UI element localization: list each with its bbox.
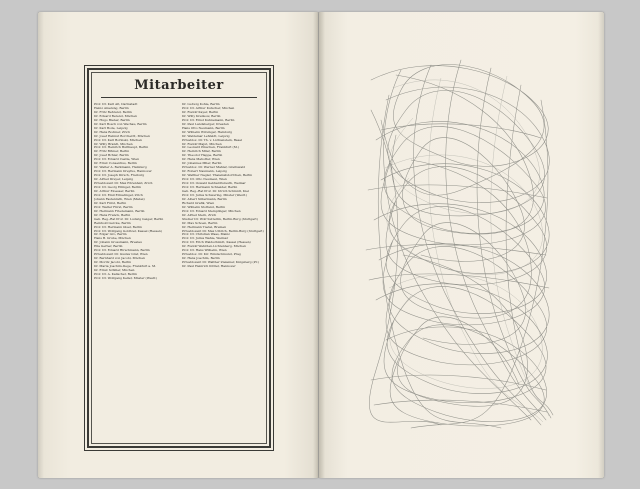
- list-item: Privatdoz. Dr. Werner Mahler, Greifswald: [182, 166, 246, 170]
- list-item: Prof. Dr. Hans Wilhelm, Wien: [182, 249, 227, 253]
- list-item: Dr. Moritz Jacobi, Berlin: [94, 261, 132, 265]
- list-item: Prof. Dr. Karl Borinski, Mnchen: [94, 138, 142, 142]
- list-item: Prof. Dr. Erich Waldschmidt, Kassel (Hessen): [182, 241, 251, 245]
- list-item: Dr. Johannes Mller, Berlin: [182, 162, 222, 166]
- list-item: Dr. Hugo Bieber, Berlin: [94, 118, 130, 122]
- list-item: Dr. Ludwig Kohle, Berlin: [182, 103, 220, 106]
- list-item: Prof. Dr. Ernst Kuhnemann, Berlin: [182, 118, 235, 122]
- list-item: Prof. Dr. Julius Schwering, Mnster (Westf.): [182, 193, 247, 197]
- list-item: Dr. Willy Brandl, Mnchen: [94, 142, 133, 146]
- list-item: Prof. Walter Fiirst, Berlin: [94, 205, 133, 209]
- list-item: Dr. Waldemar Lehfeldt, Leipzig: [182, 134, 230, 138]
- page-title: Mitarbeiter: [134, 78, 224, 93]
- contributors-columns: [94, 103, 264, 433]
- list-item: Ella Gerber, Berlin: [94, 245, 123, 249]
- pencil-scribble: [341, 40, 581, 440]
- list-item: Prof. Dr. Georg Ellinger, Berlin: [94, 186, 141, 190]
- contributors-column-1: [94, 103, 176, 433]
- list-item: Privatdozent Dr. Walther Zielemer, Knigsberg (Pr.): [182, 261, 259, 265]
- list-item: Dr. Wilhelm Wirsinger, Hamburg: [182, 130, 233, 134]
- list-item: Dr. Hans Franck, Berlin: [94, 213, 131, 217]
- left-page: [38, 12, 318, 478]
- list-item: Prof. Dr. Christian Waas, Mainz: [182, 233, 230, 237]
- list-item: Prof. Dr. Hermann Schneider, Berlin: [182, 186, 238, 190]
- list-item: Prof. Dr. Wolfgang Goldtzer, Kassel (Hessen): [94, 229, 163, 233]
- list-item: Dr. Heinrich Mller, Berlin: [182, 150, 221, 154]
- list-item: Privatdozent Dr. Max Ehrenfeld, Zrich: [94, 182, 153, 186]
- right-page: [319, 12, 604, 478]
- list-item: Dr. Hans Mehoffer, Wien: [182, 158, 220, 162]
- list-item: Prof. Dr. Otto Neumeul, Wien: [182, 178, 227, 182]
- list-item: Dr. Albert Silbermann, Berlin: [182, 197, 227, 201]
- list-item: Dr. Fritz Behrend, Berlin: [94, 110, 132, 114]
- list-item: Dr. Robert Naumann, Leipzig: [182, 170, 227, 174]
- list-item: Dr. Hermann Tiedel, Bremen: [182, 225, 227, 229]
- list-item: Dr. Rudolf Wehrden-Lichtenberg, Mnchen: [182, 245, 246, 249]
- list-item: Dr. Willy Krenkow, Berlin: [182, 114, 221, 118]
- list-item: Prof. Dr. Karl Alt, Darmstadt: [94, 103, 138, 106]
- list-item: Dr. Josef Helmut Borcherdt, Mnchen: [94, 134, 150, 138]
- list-item: Studier Dr. Wolf Sutterlin, Berlin-Burg (Stuttgart): [182, 217, 258, 221]
- list-item: Dr. Paul Heinrich Kittler, Hannover: [182, 265, 236, 269]
- list-item: Prof. Dr. Eduard Castle, Wien: [94, 158, 140, 162]
- list-item: Hans Otto Neumann, Berlin: [182, 126, 225, 130]
- list-item: Dr. Ernst Consentius, Berlin: [94, 162, 137, 166]
- list-item: Prof. Dr. Hermann Glser, Berlin: [94, 225, 142, 229]
- list-item: Richard Grafik, Wien: [182, 201, 215, 205]
- list-item: Privatdoz. Dr. Kir. Windschmund, Prag: [182, 253, 241, 257]
- list-item: Dr. Josef Bchler, Berlin: [94, 154, 129, 158]
- list-item: Dr. Alfred Stern, Zrich: [182, 213, 217, 217]
- list-item: Privatdozent Dr. Gustav Graf, Wien: [94, 253, 148, 257]
- list-item: Dr. Eduard Berend, Mnchen: [94, 114, 137, 118]
- list-item: Hans B. Grube, Mnchen: [94, 237, 131, 241]
- left-page-edge-shadow: [38, 12, 44, 478]
- list-item: Johann Fastenrath, Wien (Mabel): [94, 197, 145, 201]
- list-item: Dr. Johann Grossmann, Breslau: [94, 241, 142, 245]
- list-item: Dr. Arthur Eloesser, Berlin: [94, 189, 135, 193]
- list-item: Dr. Hans Joachim, Berlin: [182, 257, 220, 261]
- list-item: Prof. Dr. Oswald Gebhardtsreuth, Weimar: [182, 182, 246, 186]
- list-item: Privatdoz. Dr. Th. v. Lichtenstein, Basel: [182, 138, 242, 142]
- list-item: Geh. Reg.-Rat Prof. Dr. Ludwig Geiger, Berlin: [94, 217, 164, 221]
- list-item: Prof. Dr. Eduard Hirschmann, Berlin: [94, 249, 150, 253]
- list-item: Prof. Dr. Heinrich Bulthaupt, Berlin: [94, 146, 149, 150]
- book-gutter: [313, 12, 325, 478]
- list-item: Prof. Dr. Emil Ermatinger, Zrich: [94, 193, 143, 197]
- list-item: Dr. Wilhelm Stoffend, Berlin: [182, 205, 226, 209]
- list-item: Prof. Dr. Wolfgang Keller, Mnster (Westf.): [94, 276, 158, 280]
- list-item: Dr. Paul Landsberger, Dresden: [182, 122, 229, 126]
- list-item: Prof. Dr. Joseph Dirsch, Freiburg: [94, 174, 145, 178]
- list-item: Dr. Rudolf Kayer, Berlin: [182, 110, 219, 114]
- list-item: Dr. Alfred Dreyer, Leipzig: [94, 178, 134, 182]
- list-item: Reinhold Gercke, Berlin: [94, 221, 131, 225]
- list-item: Dr. Maria Joachim-Dege, Frankfurt a. M.: [94, 265, 157, 269]
- list-item: Prof. Dr. Arthur Kutscher, Mnchen: [182, 106, 235, 110]
- list-item: Prof. Dr. Julius Wahle, Weimar: [182, 237, 229, 241]
- list-item: Dr. Walther Nagler, Thaiamsbdorfchen, Berlin: [182, 174, 253, 178]
- list-item: Dr. Rudolf Majut, Mnchen: [182, 142, 222, 146]
- list-item: Heinz Amelung, Berlin: [94, 106, 129, 110]
- list-item: Dr. Ernst Schiller, Mnchen: [94, 269, 135, 273]
- list-item: Dr. Max Schoen, Berlin: [182, 221, 218, 225]
- list-item: Prof. Dr. Hermann Dreyfus, Hannover: [94, 170, 152, 174]
- list-item: Dr. Leonard Pinschen, Frankfurt (M.): [182, 146, 239, 150]
- list-item: Privatdozent Dr. Max Ulbrich, Berlin-Burg (Stuttgart): [182, 229, 264, 233]
- contributors-frame-inner: [87, 68, 271, 448]
- list-item: Dr. Karl Fiirst, Berlin: [94, 201, 127, 205]
- list-item: Dr. Hermann Friedemann, Berlin: [94, 209, 145, 213]
- list-item: Dr. Theodor Happe, Berlin: [182, 154, 223, 158]
- list-item: Dr. Hans Bodmer, Zrich: [94, 130, 131, 134]
- list-item: Prof. Dr. Eduard Stemplinger, Mnchen: [182, 209, 241, 213]
- list-item: Prof. Dr. A. Kalischer, Berlin: [94, 272, 137, 276]
- contributors-frame: [84, 65, 274, 451]
- contributors-column-2: [182, 103, 264, 433]
- list-item: Dr. Fritz Brkner, Berlin: [94, 150, 130, 154]
- book-spread: [38, 12, 604, 478]
- list-item: Dr. Karl Bode, Leipzig: [94, 126, 128, 130]
- list-item: Dr. Karl Bosch von Wachau, Berlin: [94, 122, 147, 126]
- right-page-edge-shadow: [598, 12, 604, 478]
- list-item: Dr. Walter A. Berkmann, Hamburg: [94, 166, 147, 170]
- list-item: Dr. Edgar Gro, Berlin: [94, 233, 127, 237]
- title-divider: [101, 97, 257, 98]
- list-item: Geh. Reg.-Rat Prof. Dr. Ulrich Schmidt, Kiel: [182, 189, 249, 193]
- list-item: Dr. Bernhard von Jacobi, Mnchen: [94, 257, 145, 261]
